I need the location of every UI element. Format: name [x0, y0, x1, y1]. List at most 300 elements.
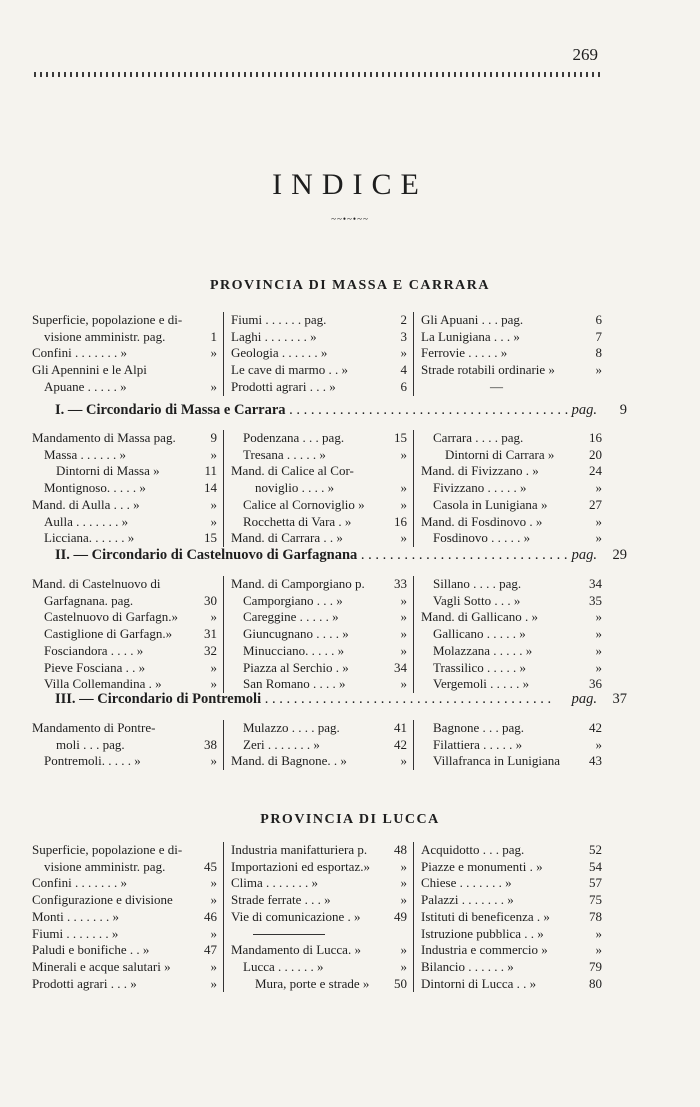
index-entry — [421, 447, 602, 464]
entry-label: Gallicano . . . . . » — [433, 626, 526, 642]
index-entry — [32, 942, 217, 959]
circondario-pag-word: pag. — [571, 691, 597, 707]
entry-page: » — [595, 736, 602, 752]
lucca-general-block — [32, 842, 602, 992]
entry-label: Vie di comunicazione . » — [231, 908, 361, 924]
entry-page: 46 — [204, 908, 217, 924]
entry-label: Bilancio . . . . . . » — [421, 958, 514, 974]
entry-label: — — [490, 378, 503, 394]
index-column — [32, 842, 223, 992]
entry-label: Mand. di Camporgiano p. — [231, 576, 365, 591]
entry-label: Ferrovie . . . . . » — [421, 345, 508, 361]
entry-page: » — [400, 858, 407, 874]
index-column — [32, 576, 223, 693]
entry-label: Vergemoli . . . . . » — [433, 676, 530, 692]
index-entry — [421, 312, 602, 329]
entry-page: » — [595, 626, 602, 642]
circondario-pag-word: pag. — [571, 402, 597, 418]
entry-page: » — [210, 496, 217, 512]
entry-label: Fiumi . . . . . . . » — [32, 925, 119, 941]
index-entry — [231, 480, 407, 497]
entry-page: » — [210, 892, 217, 908]
entry-label: Dintorni di Carrara » — [445, 446, 555, 462]
province-heading-lucca: PROVINCIA DI LUCCA — [260, 812, 440, 827]
entry-page: 16 — [589, 430, 602, 445]
index-entry — [32, 447, 217, 464]
entry-page: » — [400, 592, 407, 608]
index-entry — [32, 514, 217, 531]
entry-label: Fosciandora . . . . » — [44, 642, 144, 658]
entry-label: Chiese . . . . . . . » — [421, 875, 512, 891]
entry-page: 3 — [400, 328, 407, 344]
index-entry — [231, 976, 407, 993]
entry-label: Mand. di Aulla . . . » — [32, 496, 140, 512]
index-entry — [32, 626, 217, 643]
entry-label: Mulazzo . . . . pag. — [243, 720, 340, 735]
index-entry — [421, 480, 602, 497]
entry-label: Lucca . . . . . . » — [243, 958, 324, 974]
index-column — [32, 430, 223, 547]
entry-page — [377, 926, 407, 943]
index-entry — [421, 875, 602, 892]
entry-label: Piazza al Serchio . » — [243, 659, 349, 675]
index-entry — [421, 626, 602, 643]
index-entry — [421, 576, 602, 593]
index-entry — [421, 737, 602, 754]
entry-page: » — [210, 513, 217, 529]
index-column — [413, 430, 602, 547]
entry-label: Prodotti agrari . . . » — [32, 975, 137, 991]
circondario-heading — [55, 691, 627, 708]
entry-page: 8 — [595, 345, 602, 361]
index-entry — [421, 643, 602, 660]
entry-page: 30 — [204, 592, 217, 608]
entry-label: Giuncugnano . . . . » — [243, 626, 349, 642]
entry-label: San Romano . . . . » — [243, 676, 346, 692]
index-column — [223, 720, 413, 770]
entry-label: Carrara . . . . pag. — [433, 430, 524, 445]
entry-label: Laghi . . . . . . . » — [231, 328, 317, 344]
entry-page: 27 — [589, 496, 602, 512]
entry-page: 24 — [589, 463, 602, 479]
entry-label: Villafranca in Lunigiana — [433, 753, 560, 769]
index-entry — [421, 362, 602, 379]
index-entry — [231, 447, 407, 464]
entry-page: 15 — [204, 530, 217, 546]
circondario-heading — [55, 547, 627, 564]
entry-label: Geologia . . . . . . » — [231, 345, 328, 361]
circondario-heading — [55, 402, 627, 419]
entry-page: » — [210, 676, 217, 692]
index-entry — [421, 593, 602, 610]
province-heading-massa: PROVINCIA DI MASSA E CARRARA — [209, 278, 491, 293]
index-column — [413, 720, 602, 770]
index-column — [413, 576, 602, 693]
entry-label: Massa . . . . . . » — [44, 446, 126, 462]
index-entry — [32, 753, 217, 770]
entry-label: Acquidotto . . . pag. — [421, 842, 525, 857]
index-entry — [231, 609, 407, 626]
index-column — [32, 720, 223, 770]
entry-page — [187, 312, 217, 329]
entry-page: 43 — [589, 753, 602, 769]
entry-label: Vagli Sotto . . . » — [433, 592, 521, 608]
index-entry — [421, 753, 602, 770]
entry-label: Mand. di Calice al Cor- — [231, 463, 354, 479]
entry-label: Fosdinovo . . . . . » — [433, 530, 531, 546]
entry-label: Pieve Fosciana . . » — [44, 659, 146, 675]
index-entry — [231, 926, 407, 943]
entry-page: » — [210, 659, 217, 675]
entry-page — [572, 379, 602, 396]
entry-label: Mand. di Castelnuovo di — [32, 576, 161, 591]
pontremoli-circondario-block — [32, 720, 602, 770]
index-entry — [421, 720, 602, 737]
circondario-page: 37 — [612, 691, 627, 707]
entry-page: 42 — [394, 736, 407, 752]
entry-label: La Lunigiana . . . » — [421, 328, 520, 344]
entry-label: Minucciano. . . . . » — [243, 642, 345, 658]
entry-label: Aulla . . . . . . . » — [44, 513, 129, 529]
entry-page: » — [400, 530, 407, 546]
entry-page: 42 — [589, 720, 602, 735]
entry-page: » — [595, 925, 602, 941]
entry-page: » — [595, 659, 602, 675]
index-column — [413, 842, 602, 992]
index-entry — [231, 720, 407, 737]
index-entry — [32, 312, 217, 329]
entry-label: Pontremoli. . . . . » — [44, 753, 141, 769]
index-entry — [32, 329, 217, 346]
entry-page: » — [595, 530, 602, 546]
index-entry — [421, 660, 602, 677]
index-column — [413, 312, 602, 396]
entry-page: » — [400, 626, 407, 642]
entry-label: Castiglione di Garfagn.» — [44, 626, 173, 642]
entry-page: 36 — [589, 676, 602, 692]
entry-label: Gli Apennini e le Alpi — [32, 362, 147, 378]
entry-label: Strade rotabili ordinarie » — [421, 362, 555, 378]
entry-page — [187, 362, 217, 379]
entry-label: Confini . . . . . . . » — [32, 875, 127, 891]
entry-page: 7 — [595, 328, 602, 344]
decorative-rule — [34, 72, 600, 77]
index-entry — [421, 959, 602, 976]
entry-page: » — [400, 480, 407, 496]
entry-label: Molazzana . . . . . » — [433, 642, 533, 658]
circondario-pag-word: pag. — [571, 547, 597, 563]
circondario-page: 29 — [612, 547, 627, 563]
index-entry — [32, 362, 217, 379]
entry-page: 54 — [589, 858, 602, 874]
index-entry — [231, 379, 407, 396]
entry-label: Superficie, popolazione e di- — [32, 312, 183, 327]
entry-page: 34 — [394, 659, 407, 675]
index-column — [223, 430, 413, 547]
massa-general-block — [32, 312, 602, 396]
entry-page: 52 — [589, 842, 602, 857]
index-entry — [421, 497, 602, 514]
entry-page: » — [210, 753, 217, 769]
entry-label: Configurazione e divisione — [32, 892, 173, 908]
entry-label: Mand. di Fosdinovo . » — [421, 513, 543, 529]
index-entry — [231, 593, 407, 610]
entry-page: » — [595, 642, 602, 658]
entry-label: Dintorni di Massa » — [56, 463, 160, 479]
entry-label: Castelnuovo di Garfagn.» — [44, 609, 178, 625]
index-entry — [231, 892, 407, 909]
entry-page: 6 — [595, 312, 602, 327]
index-entry — [421, 859, 602, 876]
index-column — [32, 312, 223, 396]
entry-page: 6 — [400, 378, 407, 394]
entry-label: Superficie, popolazione e di- — [32, 842, 183, 857]
index-entry — [231, 753, 407, 770]
index-entry — [421, 463, 602, 480]
index-entry — [32, 720, 217, 737]
entry-label: Trassilico . . . . . » — [433, 659, 527, 675]
entry-page: 50 — [394, 975, 407, 991]
entry-page: » — [210, 925, 217, 941]
index-entry — [231, 959, 407, 976]
index-entry — [32, 842, 217, 859]
entry-page: 35 — [589, 592, 602, 608]
index-entry — [421, 345, 602, 362]
entry-page: 1 — [210, 328, 217, 344]
entry-label: Le cave di marmo . . » — [231, 362, 348, 378]
index-entry — [421, 379, 602, 396]
entry-page: 49 — [394, 908, 407, 924]
entry-label: Villa Collemandina . » — [44, 676, 162, 692]
entry-page: » — [595, 513, 602, 529]
entry-page: 75 — [589, 892, 602, 908]
entry-page: 48 — [394, 842, 407, 857]
entry-page: 32 — [204, 642, 217, 658]
entry-page: 31 — [204, 626, 217, 642]
index-entry — [32, 576, 217, 593]
entry-label: Piazze e monumenti . » — [421, 858, 543, 874]
entry-page: 16 — [394, 513, 407, 529]
index-entry — [231, 362, 407, 379]
circondario-title: II. — Circondario di Castelnuovo di Garfagnana . . . — [55, 547, 568, 564]
index-entry — [231, 660, 407, 677]
entry-page: 20 — [589, 446, 602, 462]
entry-label: Careggine . . . . . » — [243, 609, 339, 625]
entry-page: » — [400, 609, 407, 625]
entry-label: Industria e commercio » — [421, 942, 548, 958]
entry-page: » — [210, 378, 217, 394]
entry-page — [187, 720, 217, 737]
entry-label: Mand. di Carrara . . » — [231, 530, 343, 546]
entry-page: » — [210, 446, 217, 462]
entry-page: » — [400, 942, 407, 958]
entry-label: Fiumi . . . . . . pag. — [231, 312, 327, 327]
entry-page: 57 — [589, 875, 602, 891]
entry-page: » — [595, 480, 602, 496]
entry-label: Mandamento di Massa pag. — [32, 430, 176, 445]
index-entry — [32, 859, 217, 876]
circondario-title: III. — Circondario di Pontremoli . . . — [55, 691, 568, 708]
entry-label: noviglio . . . . » — [255, 480, 335, 496]
index-entry — [421, 892, 602, 909]
entry-page: 38 — [204, 736, 217, 752]
entry-label: Gli Apuani . . . pag. — [421, 312, 524, 327]
entry-page — [187, 576, 217, 593]
entry-page: » — [400, 496, 407, 512]
index-column — [223, 576, 413, 693]
entry-label: visione amministr. pag. — [44, 328, 166, 344]
index-entry — [231, 576, 407, 593]
entry-page: » — [210, 958, 217, 974]
index-entry — [32, 430, 217, 447]
index-entry — [421, 329, 602, 346]
entry-label: Casola in Lunigiana » — [433, 496, 548, 512]
circondario-title: I. — Circondario di Massa e Carrara . . . — [55, 402, 568, 419]
index-entry — [32, 530, 217, 547]
index-entry — [421, 430, 602, 447]
entry-page: » — [210, 345, 217, 361]
entry-label: Mand. di Fivizzano . » — [421, 463, 539, 479]
entry-page: 78 — [589, 908, 602, 924]
index-entry — [231, 430, 407, 447]
index-entry — [32, 875, 217, 892]
entry-label: Palazzi . . . . . . . » — [421, 892, 514, 908]
entry-page: » — [595, 942, 602, 958]
index-entry — [231, 643, 407, 660]
page-title: INDICE — [272, 168, 428, 201]
entry-page: » — [400, 642, 407, 658]
entry-label: Monti . . . . . . . » — [32, 908, 120, 924]
index-entry — [231, 909, 407, 926]
ornament-divider: ~~•~•~~ — [331, 214, 369, 224]
index-entry — [231, 859, 407, 876]
entry-label: Strade ferrate . . . » — [231, 892, 331, 908]
entry-page: » — [400, 446, 407, 462]
entry-label: Istruzione pubblica . . » — [421, 925, 544, 941]
entry-page: 79 — [589, 958, 602, 974]
entry-page: 9 — [210, 430, 217, 445]
entry-label: Paludi e bonifiche . . » — [32, 942, 150, 958]
index-entry — [421, 609, 602, 626]
index-entry — [231, 312, 407, 329]
entry-page: 34 — [589, 576, 602, 591]
entry-page: 15 — [394, 430, 407, 445]
index-entry — [32, 480, 217, 497]
index-entry — [32, 463, 217, 480]
index-entry — [421, 926, 602, 943]
separator-line — [253, 934, 325, 935]
entry-page: » — [400, 753, 407, 769]
entry-page: » — [400, 345, 407, 361]
entry-page: » — [210, 875, 217, 891]
garfagnana-circondario-block — [32, 576, 602, 693]
entry-page: » — [400, 676, 407, 692]
index-entry — [421, 942, 602, 959]
entry-label: Camporgiano . . . » — [243, 592, 343, 608]
index-entry — [421, 976, 602, 993]
index-entry — [231, 329, 407, 346]
index-entry — [32, 926, 217, 943]
index-entry — [32, 976, 217, 993]
entry-page: » — [400, 892, 407, 908]
entry-label: Industria manifatturiera p. — [231, 842, 368, 857]
entry-label: visione amministr. pag. — [44, 858, 166, 874]
entry-label: Tresana . . . . . » — [243, 446, 326, 462]
entry-label: Mandamento di Pontre- — [32, 720, 156, 735]
entry-label: Bagnone . . . pag. — [433, 720, 524, 735]
entry-page: » — [595, 609, 602, 625]
entry-page: 11 — [204, 463, 217, 479]
entry-label: Rocchetta di Vara . » — [243, 513, 352, 529]
entry-page: » — [595, 362, 602, 378]
index-entry — [32, 737, 217, 754]
entry-label: Podenzana . . . pag. — [243, 430, 345, 445]
entry-label — [231, 926, 377, 943]
entry-page: 80 — [589, 975, 602, 991]
entry-label: Mandamento di Lucca. » — [231, 942, 361, 958]
entry-page: » — [210, 975, 217, 991]
entry-label: Istituti di beneficenza . » — [421, 908, 550, 924]
entry-label: Prodotti agrari . . . » — [231, 378, 336, 394]
entry-label: Mand. di Bagnone. . » — [231, 753, 347, 769]
entry-label: Mura, porte e strade » — [255, 975, 370, 991]
index-entry — [32, 892, 217, 909]
index-entry — [32, 660, 217, 677]
index-entry — [421, 909, 602, 926]
entry-page: 47 — [204, 942, 217, 958]
page-number: 269 — [572, 45, 598, 64]
entry-label: Garfagnana. pag. — [44, 592, 134, 608]
entry-label: Montignoso. . . . . » — [44, 480, 146, 496]
entry-page: » — [400, 875, 407, 891]
index-entry — [421, 842, 602, 859]
index-entry — [32, 959, 217, 976]
index-entry — [421, 530, 602, 547]
index-entry — [231, 345, 407, 362]
entry-label: Clima . . . . . . . » — [231, 875, 319, 891]
entry-label: Zeri . . . . . . . » — [243, 736, 320, 752]
entry-label: Filattiera . . . . . » — [433, 736, 523, 752]
index-entry — [231, 497, 407, 514]
index-entry — [32, 909, 217, 926]
index-entry — [32, 379, 217, 396]
entry-page: 4 — [400, 362, 407, 378]
index-entry — [32, 643, 217, 660]
index-entry — [231, 626, 407, 643]
entry-page: 33 — [394, 576, 407, 591]
entry-page: 14 — [204, 480, 217, 496]
entry-label: Licciana. . . . . . » — [44, 530, 135, 546]
massa-circondario-block — [32, 430, 602, 547]
entry-page: » — [210, 609, 217, 625]
entry-label: Confini . . . . . . . » — [32, 345, 127, 361]
index-column — [223, 842, 413, 992]
index-entry — [231, 737, 407, 754]
index-entry — [231, 942, 407, 959]
index-entry — [32, 497, 217, 514]
entry-label: Fivizzano . . . . . » — [433, 480, 527, 496]
entry-label: moli . . . pag. — [56, 736, 125, 752]
index-entry — [231, 463, 407, 480]
entry-page: » — [400, 958, 407, 974]
index-column — [223, 312, 413, 396]
index-entry — [32, 593, 217, 610]
entry-label: Apuane . . . . . » — [44, 378, 127, 394]
index-entry — [231, 514, 407, 531]
entry-page — [187, 842, 217, 859]
entry-label: Importazioni ed esportaz.» — [231, 858, 370, 874]
entry-page: 41 — [394, 720, 407, 735]
